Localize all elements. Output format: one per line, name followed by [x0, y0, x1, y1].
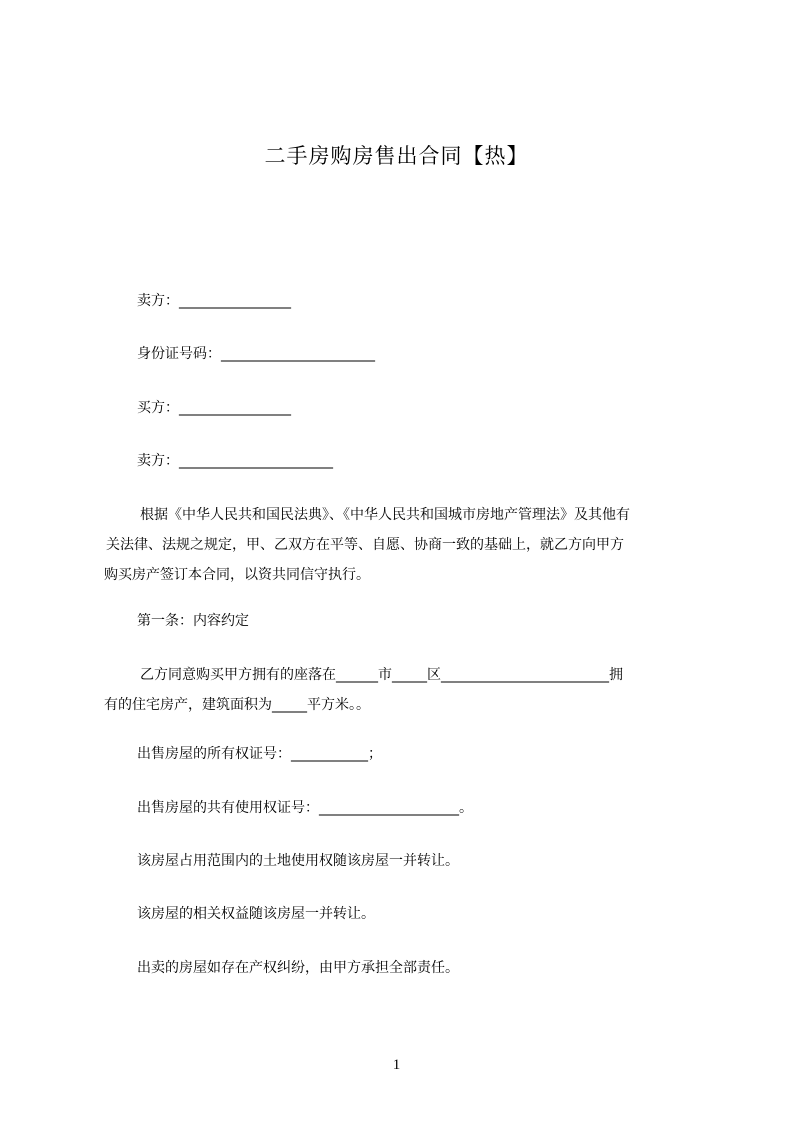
- purchase-clause-line-1: 乙方同意购买甲方拥有的座落在______市_____区________________________拥: [140, 667, 623, 683]
- buyer-field: 买方：________________: [137, 400, 291, 416]
- document-title: 二手房购房售出合同【热】: [264, 144, 529, 168]
- article-1-heading: 第一条：内容约定: [137, 613, 249, 629]
- intro-line-3: 购买房产签订本合同，以资共同信守执行。: [104, 567, 370, 583]
- intro-paragraph: [104, 500, 704, 590]
- seller-field-2: 卖方：______________________: [137, 453, 333, 469]
- related-rights-clause: 该房屋的相关权益随该房屋一并转让。: [137, 906, 375, 922]
- page-number: 1: [392, 1057, 401, 1073]
- intro-line-2: 关法律、法规之规定，甲、乙双方在平等、自愿、协商一致的基础上，就乙方向甲方: [106, 537, 624, 553]
- id-number-field: 身份证号码：______________________: [137, 346, 375, 362]
- intro-line-1: 根据《中华人民共和国民法典》、《中华人民共和国城市房地产管理法》及其他有: [140, 507, 630, 523]
- seller-field-1: 卖方：________________: [137, 293, 291, 309]
- purchase-clause: [104, 660, 704, 720]
- land-use-clause: 该房屋占用范围内的土地使用权随该房屋一并转让。: [137, 853, 459, 869]
- purchase-clause-line-2: 有的住宅房产，建筑面积为_____平方米。。: [104, 697, 370, 713]
- shared-use-certificate-line: 出售房屋的共有使用权证号：____________________。: [137, 800, 473, 816]
- ownership-certificate-line: 出售房屋的所有权证号：___________；: [137, 746, 382, 762]
- dispute-clause: 出卖的房屋如存在产权纠纷，由甲方承担全部责任。: [137, 960, 459, 976]
